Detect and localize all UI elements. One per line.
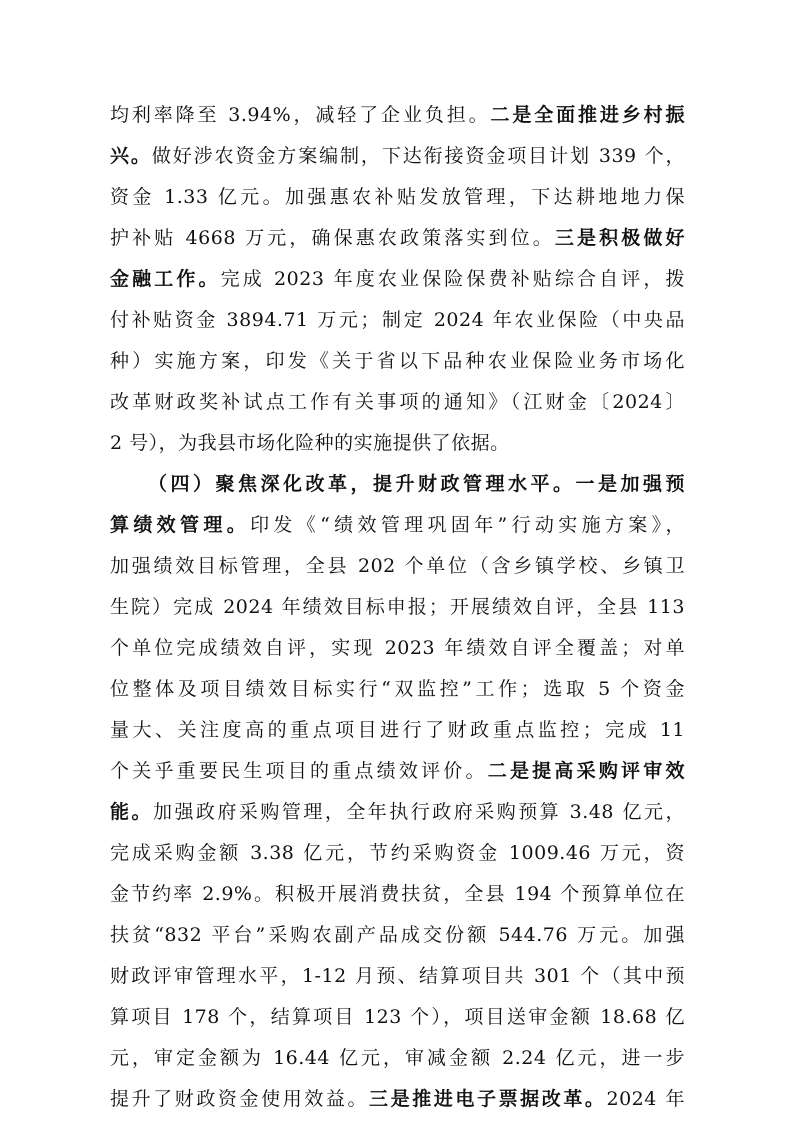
text-line	[110, 1079, 685, 1119]
bold-heading-run: 三是推进电子票据改革。	[369, 1088, 607, 1110]
text-line	[110, 259, 685, 299]
text-line	[110, 177, 685, 217]
text-line	[110, 341, 685, 381]
text-run: 金节约率 2.9%。积极开展消费扶贫，全县 194 个预算单位在	[110, 883, 685, 905]
text-run: 个单位完成绩效自评，实现 2023 年绩效自评全覆盖；对单	[110, 637, 685, 659]
text-run: 做好涉农资金方案编制，下达衔接资金项目计划 339 个，	[151, 145, 685, 167]
text-run: 提升了财政资金使用效益。	[110, 1088, 370, 1110]
bold-heading-run: 算绩效管理。	[110, 514, 251, 536]
text-run: 印发《“绩效管理巩固年”行动实施方案》，	[250, 514, 685, 536]
text-line	[110, 915, 685, 955]
text-run: 财政评审管理水平，1-12 月预、结算项目共 301 个（其中预	[110, 965, 685, 987]
text-line	[110, 505, 685, 545]
text-line	[110, 95, 685, 135]
text-run: 护补贴 4668 万元，确保惠农政策落实到位。	[110, 227, 555, 249]
text-line	[110, 136, 685, 176]
text-line	[110, 792, 685, 832]
text-line	[110, 628, 685, 668]
text-run: 付补贴资金 3894.71 万元；制定 2024 年农业保险（中央品	[110, 309, 685, 331]
text-line	[110, 300, 685, 340]
text-line	[110, 382, 685, 422]
text-run: 种）实施方案，印发《关于省以下品种农业保险业务市场化	[110, 350, 685, 372]
text-line	[110, 833, 685, 873]
text-run: 资金 1.33 亿元。加强惠农补贴发放管理，下达耕地地力保	[110, 186, 685, 208]
text-run: 均利率降至 3.94%，减轻了企业负担。	[110, 104, 491, 126]
text-run: 加强绩效目标管理，全县 202 个单位（含乡镇学校、乡镇卫	[110, 555, 685, 577]
text-run: 个关乎重要民生项目的重点绩效评价。	[110, 760, 488, 782]
bold-heading-run: 能。	[110, 801, 153, 823]
text-line	[110, 751, 685, 791]
text-line	[110, 669, 685, 709]
text-line	[110, 423, 685, 463]
text-run: 量大、关注度高的重点项目进行了财政重点监控；完成 11	[110, 719, 685, 741]
text-run: 元，审定金额为 16.44 亿元，审减金额 2.24 亿元，进一步	[110, 1047, 685, 1069]
text-line	[110, 956, 685, 996]
text-run: 生院）完成 2024 年绩效目标申报；开展绩效自评，全县 113	[110, 596, 685, 618]
bold-heading-run: 二是提高采购评审效	[487, 760, 685, 782]
text-run: 2024 年	[606, 1088, 685, 1110]
section-heading	[148, 464, 685, 504]
text-line	[110, 1038, 685, 1078]
text-run: 扶贫“832 平台”采购农副产品成交份额 544.76 万元。加强	[110, 924, 685, 946]
bold-heading-run: 金融工作。	[110, 268, 221, 290]
text-run: 完成 2023 年度农业保险保费补贴综合自评，拨	[220, 268, 685, 290]
text-run: 算项目 178 个，结算项目 123 个），项目送审金额 18.68 亿	[110, 1006, 685, 1028]
text-run: 改革财政奖补试点工作有关事项的通知》（江财金〔2024〕	[110, 391, 685, 413]
text-line	[110, 587, 685, 627]
bold-heading-run: （四）聚焦深化改革，提升财政管理水平。一是加强预	[148, 473, 685, 495]
bold-heading-run: 兴。	[110, 145, 152, 167]
bold-heading-run: 三是积极做好	[554, 227, 685, 249]
text-line	[110, 874, 685, 914]
text-run: 位整体及项目绩效目标实行“双监控”工作；选取 5 个资金	[110, 678, 685, 700]
text-line	[110, 218, 685, 258]
text-run: 加强政府采购管理，全年执行政府采购预算 3.48 亿元，	[152, 801, 685, 823]
text-line	[110, 710, 685, 750]
bold-heading-run: 二是全面推进乡村振	[490, 104, 685, 126]
text-line	[110, 546, 685, 586]
text-line	[110, 997, 685, 1037]
text-run: 完成采购金额 3.38 亿元，节约采购资金 1009.46 万元，资	[110, 842, 685, 864]
text-run: 2 号），为我县市场化险种的实施提供了依据。	[110, 432, 510, 454]
